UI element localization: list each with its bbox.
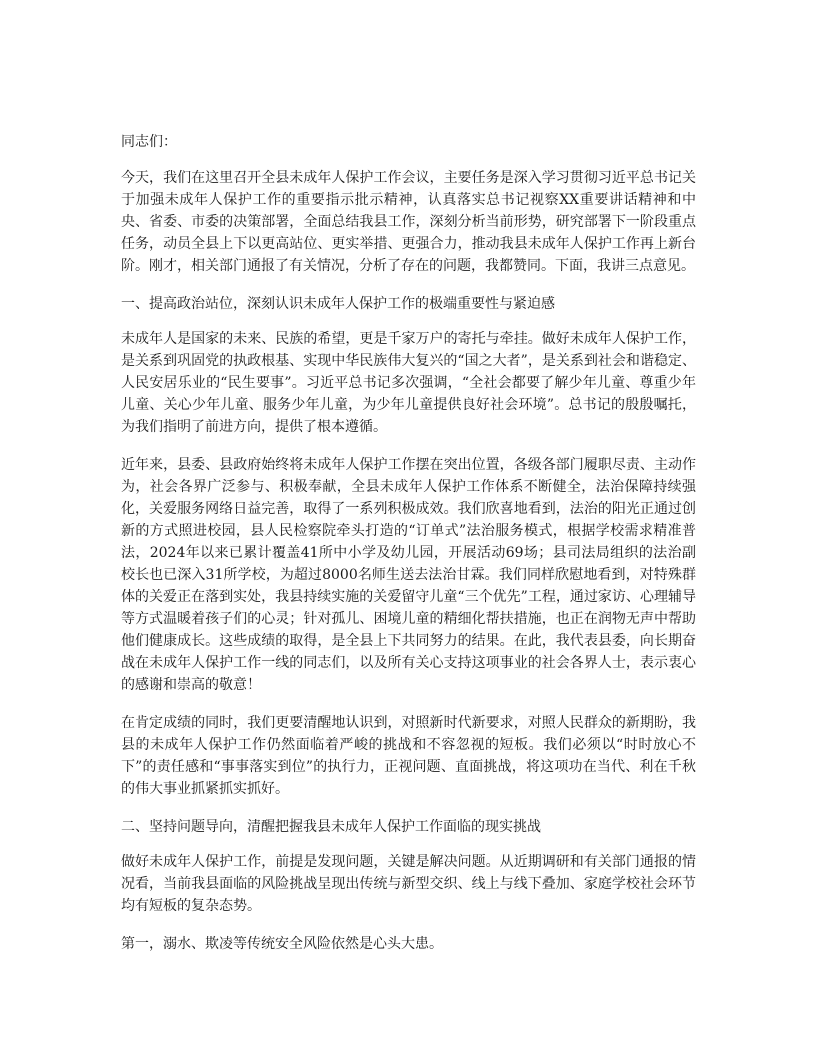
paragraph-achievements: 近年来，县委、县政府始终将未成年人保护工作摆在突出位置，各级各部门履职尽责、主动作为，社会各界广泛参与、积极奉献，全县未成年人保护工作体系不断健全，法治保障持续强化，关爱服务网络日益完善，取得了一系列积极成效。我们欣喜地看到，法治的阳光正通过创新的方式照进校园，县人民检察院牵头打造的“订单式”法治服务模式，根据学校需求精准普法，2024年以来已累计覆盖41所中小学及幼儿园，开展活动69场；县司法局组织的法治副校长也已深入31所学校，为超过8000名师生送去法治甘霖。我们同样欣慰地看到，对特殊群体的关爱正在落到实处，我县持续实施的关爱留守儿童“三个优先”工程，通过家访、心理辅导等方式温暖着孩子们的心灵；针对孤儿、困境儿童的精细化帮扶措施，也正在润物无声中帮助他们健康成长。这些成绩的取得，是全县上下共同努力的结果。在此，我代表县委，向长期奋战在未成年人保护工作一线的同志们，以及所有关心支持这项事业的社会各界人士，表示衷心的感谢和崇高的敬意！: [121, 457, 696, 693]
paragraph-problems: 做好未成年人保护工作，前提是发现问题，关键是解决问题。从近期调研和有关部门通报的情况看，当前我县面临的风险挑战呈现出传统与新型交织、线上与线下叠加、家庭学校社会环节均有短板的复杂态势。: [121, 854, 696, 914]
paragraph-intro: 今天，我们在这里召开全县未成年人保护工作会议，主要任务是深入学习贯彻习近平总书记关于加强未成年人保护工作的重要指示批示精神，认真落实总书记视察XX重要讲话精神和中央、省委、市委的决策部署，全面总结我县工作，深刻分析当前形势，研究部署下一阶段重点任务，动员全县上下以更高站位、更实举措、更强合力，推动我县未成年人保护工作再上新台阶。刚才，相关部门通报了有关情况，分析了存在的问题，我都赞同。下面，我讲三点意见。: [121, 170, 696, 274]
section-heading-1: 一、提高政治站位，深刻认识未成年人保护工作的极端重要性与紧迫感: [121, 296, 555, 312]
paragraph-significance: 未成年人是国家的未来、民族的希望，更是千家万户的寄托与牵挂。做好未成年人保护工作，是关系到巩固党的执政根基、实现中华民族伟大复兴的“国之大者”，是关系到社会和谐稳定、人民安居乐业的“民生要事”。习近平总书记多次强调，“全社会都要了解少年儿童、尊重少年儿童、关心少年儿童、服务少年儿童，为少年儿童提供良好社会环境”。总书记的殷殷嘱托，为我们指明了前进方向，提供了根本遵循。: [121, 331, 696, 435]
salutation: 同志们：: [121, 134, 177, 150]
paragraph-first-point: 第一，溺水、欺凌等传统安全风险依然是心头大患。: [121, 936, 443, 952]
section-heading-2: 二、坚持问题导向，清醒把握我县未成年人保护工作面临的现实挑战: [121, 819, 541, 835]
paragraph-awareness: 在肯定成绩的同时，我们更要清醒地认识到，对照新时代新要求，对照人民群众的新期盼，我县的未成年人保护工作仍然面临着严峻的挑战和不容忽视的短板。我们必须以“时时放心不下”的责任感和“事事落实到位”的执行力，正视问题、直面挑战，将这项功在当代、利在千秋的伟大事业抓紧抓实抓好。: [121, 715, 696, 797]
